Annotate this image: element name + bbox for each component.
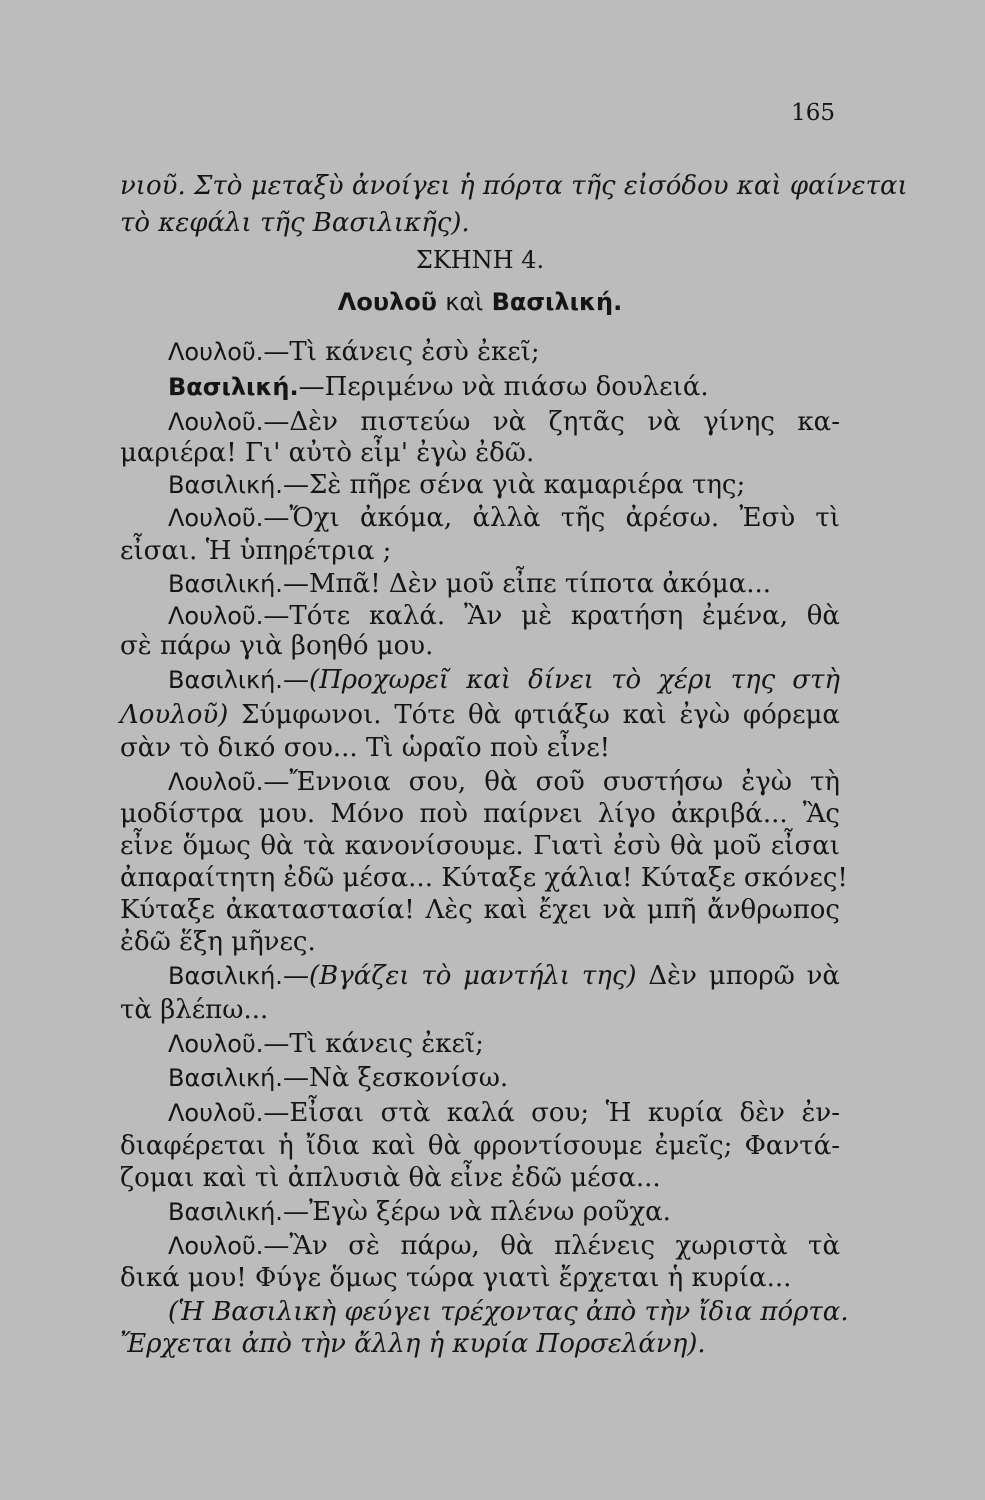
speaker-name: Βασιλική. bbox=[168, 666, 283, 694]
speaker-name: Βασιλική. bbox=[168, 471, 283, 499]
dialogue-line: μαριέρα! Γι' αὐτὸ εἶμ' ἐγὼ ἐδῶ. bbox=[120, 438, 535, 468]
dialogue-line bbox=[168, 764, 840, 800]
speaker-name: Βασιλική. bbox=[168, 1064, 283, 1092]
dialogue-text: Δὲν μπορῶ νὰ bbox=[636, 961, 840, 991]
dialogue-text: —Ὄχι ἀκόμα, ἀλλὰ τῆς ἀρέσω. Ἐσὺ τὶ bbox=[263, 503, 840, 533]
dialogue-line bbox=[120, 697, 840, 733]
dialogue-text: —Ἐγὼ ξέρω νὰ πλένω ροῦχα. bbox=[282, 1197, 671, 1227]
dialogue-text: —Τότε καλά. Ἂν μὲ κρατήση ἐμένα, θὰ bbox=[263, 601, 840, 631]
speaker-name: Λουλοῦ. bbox=[168, 602, 264, 630]
dialogue-line bbox=[168, 1026, 840, 1062]
cast-line bbox=[120, 284, 840, 320]
cast-name: Βασιλική. bbox=[491, 288, 623, 316]
dialogue-line: εἶσαι. Ἡ ὑπηρέτρια ; bbox=[120, 536, 392, 566]
dialogue-line bbox=[168, 958, 840, 994]
dialogue-text: —Περιμένω νὰ πιάσω δουλειά. bbox=[298, 372, 709, 402]
stage-direction-line: Ἔρχεται ἀπὸ τὴν ἄλλη ἡ κυρία Πορσελάνη). bbox=[120, 1329, 706, 1359]
dialogue-line bbox=[168, 1095, 840, 1131]
dialogue-text: —Εἶσαι στὰ καλά σου; Ἡ κυρία δὲν ἐν- bbox=[263, 1098, 840, 1128]
cast-conjunction: καὶ bbox=[445, 288, 484, 316]
dialogue-line bbox=[168, 1194, 840, 1230]
speaker-name: Βασιλική. bbox=[168, 570, 283, 598]
dialogue-text: —Σὲ πῆρε σένα γιὰ καμαριέρα της; bbox=[282, 470, 746, 500]
dialogue-line bbox=[168, 334, 840, 370]
dialogue-line: ζομαι καὶ τὶ ἀπλυσιὰ θὰ εἶνε ἐδῶ μέσα... bbox=[120, 1163, 661, 1193]
dialogue-text: —Ἔννοια σου, θὰ σοῦ συστήσω ἐγὼ τὴ bbox=[263, 767, 840, 797]
stage-direction: Λουλοῦ) bbox=[120, 700, 229, 730]
stage-direction-line: (Ἡ Βασιλικὴ φεύγει τρέχοντας ἀπὸ τὴν ἴδια πόρτα. bbox=[168, 1297, 849, 1327]
dialogue-line: Κύταξε ἀκαταστασία! Λὲς καὶ ἔχει νὰ μπῆ ἄνθρωπος bbox=[120, 895, 840, 925]
stage-direction: —(Βγάζει τὸ μαντήλι της) bbox=[282, 961, 637, 991]
speaker-name: Λουλοῦ. bbox=[168, 1232, 264, 1260]
speaker-name: Λουλοῦ. bbox=[168, 1030, 264, 1058]
dialogue-line bbox=[168, 1060, 840, 1096]
page-number: 165 bbox=[791, 100, 835, 126]
dialogue-text: —Νὰ ξεσκονίσω. bbox=[282, 1063, 509, 1093]
speaker-name: Λουλοῦ. bbox=[168, 338, 264, 366]
cast-name: Λουλοῦ bbox=[337, 288, 437, 316]
stage-direction-line: νιοῦ. Στὸ μεταξὺ ἀνοίγει ἡ πόρτα τῆς εἰσόδου καὶ φαίνεται bbox=[120, 171, 908, 201]
stage-direction-line: τὸ κεφάλι τῆς Βασιλικῆς). bbox=[120, 208, 470, 238]
dialogue-line bbox=[168, 467, 840, 503]
dialogue-line: ἀπαραίτητη ἐδῶ μέσα... Κύταξε χάλια! Κύταξε σκόνες! bbox=[120, 863, 848, 893]
dialogue-line: σὰν τὸ δικό σου... Τὶ ὡραῖο ποὺ εἶνε! bbox=[120, 733, 611, 763]
dialogue-line: σὲ πάρω γιὰ βοηθό μου. bbox=[120, 631, 434, 661]
dialogue-line bbox=[168, 369, 840, 405]
dialogue-text: —Τὶ κάνεις ἐσὺ ἐκεῖ; bbox=[263, 337, 540, 367]
dialogue-text: Σύμφωνοι. Τότε θὰ φτιάξω καὶ ἐγὼ φόρεμα bbox=[228, 700, 840, 730]
dialogue-line bbox=[168, 662, 840, 698]
dialogue-line bbox=[168, 566, 840, 602]
dialogue-line: δικά μου! Φύγε ὅμως τώρα γιατὶ ἔρχεται ἡ κυρία... bbox=[120, 1263, 792, 1293]
dialogue-text: —Τὶ κάνεις ἐκεῖ; bbox=[263, 1029, 484, 1059]
speaker-name: Βασιλική. bbox=[168, 373, 299, 401]
speaker-name: Βασιλική. bbox=[168, 962, 283, 990]
speaker-name: Λουλοῦ. bbox=[168, 408, 264, 436]
dialogue-line: μοδίστρα μου. Μόνο ποὺ παίρνει λίγο ἀκριβά... Ἂς bbox=[120, 799, 840, 829]
speaker-name: Λουλοῦ. bbox=[168, 504, 264, 532]
dialogue-text: —Μπᾶ! Δὲν μοῦ εἶπε τίποτα ἀκόμα... bbox=[282, 569, 772, 599]
dialogue-line bbox=[168, 500, 840, 536]
dialogue-line: ἐδῶ ἕξη μῆνες. bbox=[120, 927, 316, 957]
stage-direction: —(Προχωρεῖ καὶ δίνει τὸ χέρι της στὴ bbox=[282, 665, 840, 695]
dialogue-text: —Ἂν σὲ πάρω, θὰ πλένεις χωριστὰ τὰ bbox=[263, 1231, 840, 1261]
speaker-name: Λουλοῦ. bbox=[168, 768, 264, 796]
dialogue-line: διαφέρεται ἡ ἴδια καὶ θὰ φροντίσουμε ἐμεῖς; Φαντά- bbox=[120, 1131, 840, 1161]
speaker-name: Λουλοῦ. bbox=[168, 1099, 264, 1127]
scene-heading: ΣΚΗΝΗ 4. bbox=[415, 246, 545, 274]
dialogue-line: εἶνε ὅμως θὰ τὰ κανονίσουμε. Γιατὶ ἐσὺ θὰ μοῦ εἶσαι bbox=[120, 831, 840, 861]
speaker-name: Βασιλική. bbox=[168, 1198, 283, 1226]
dialogue-line bbox=[168, 1228, 840, 1264]
dialogue-line: τὰ βλέπω... bbox=[120, 995, 269, 1025]
dialogue-text: —Δὲν πιστεύω νὰ ζητᾶς νὰ γίνης κα- bbox=[263, 407, 840, 437]
